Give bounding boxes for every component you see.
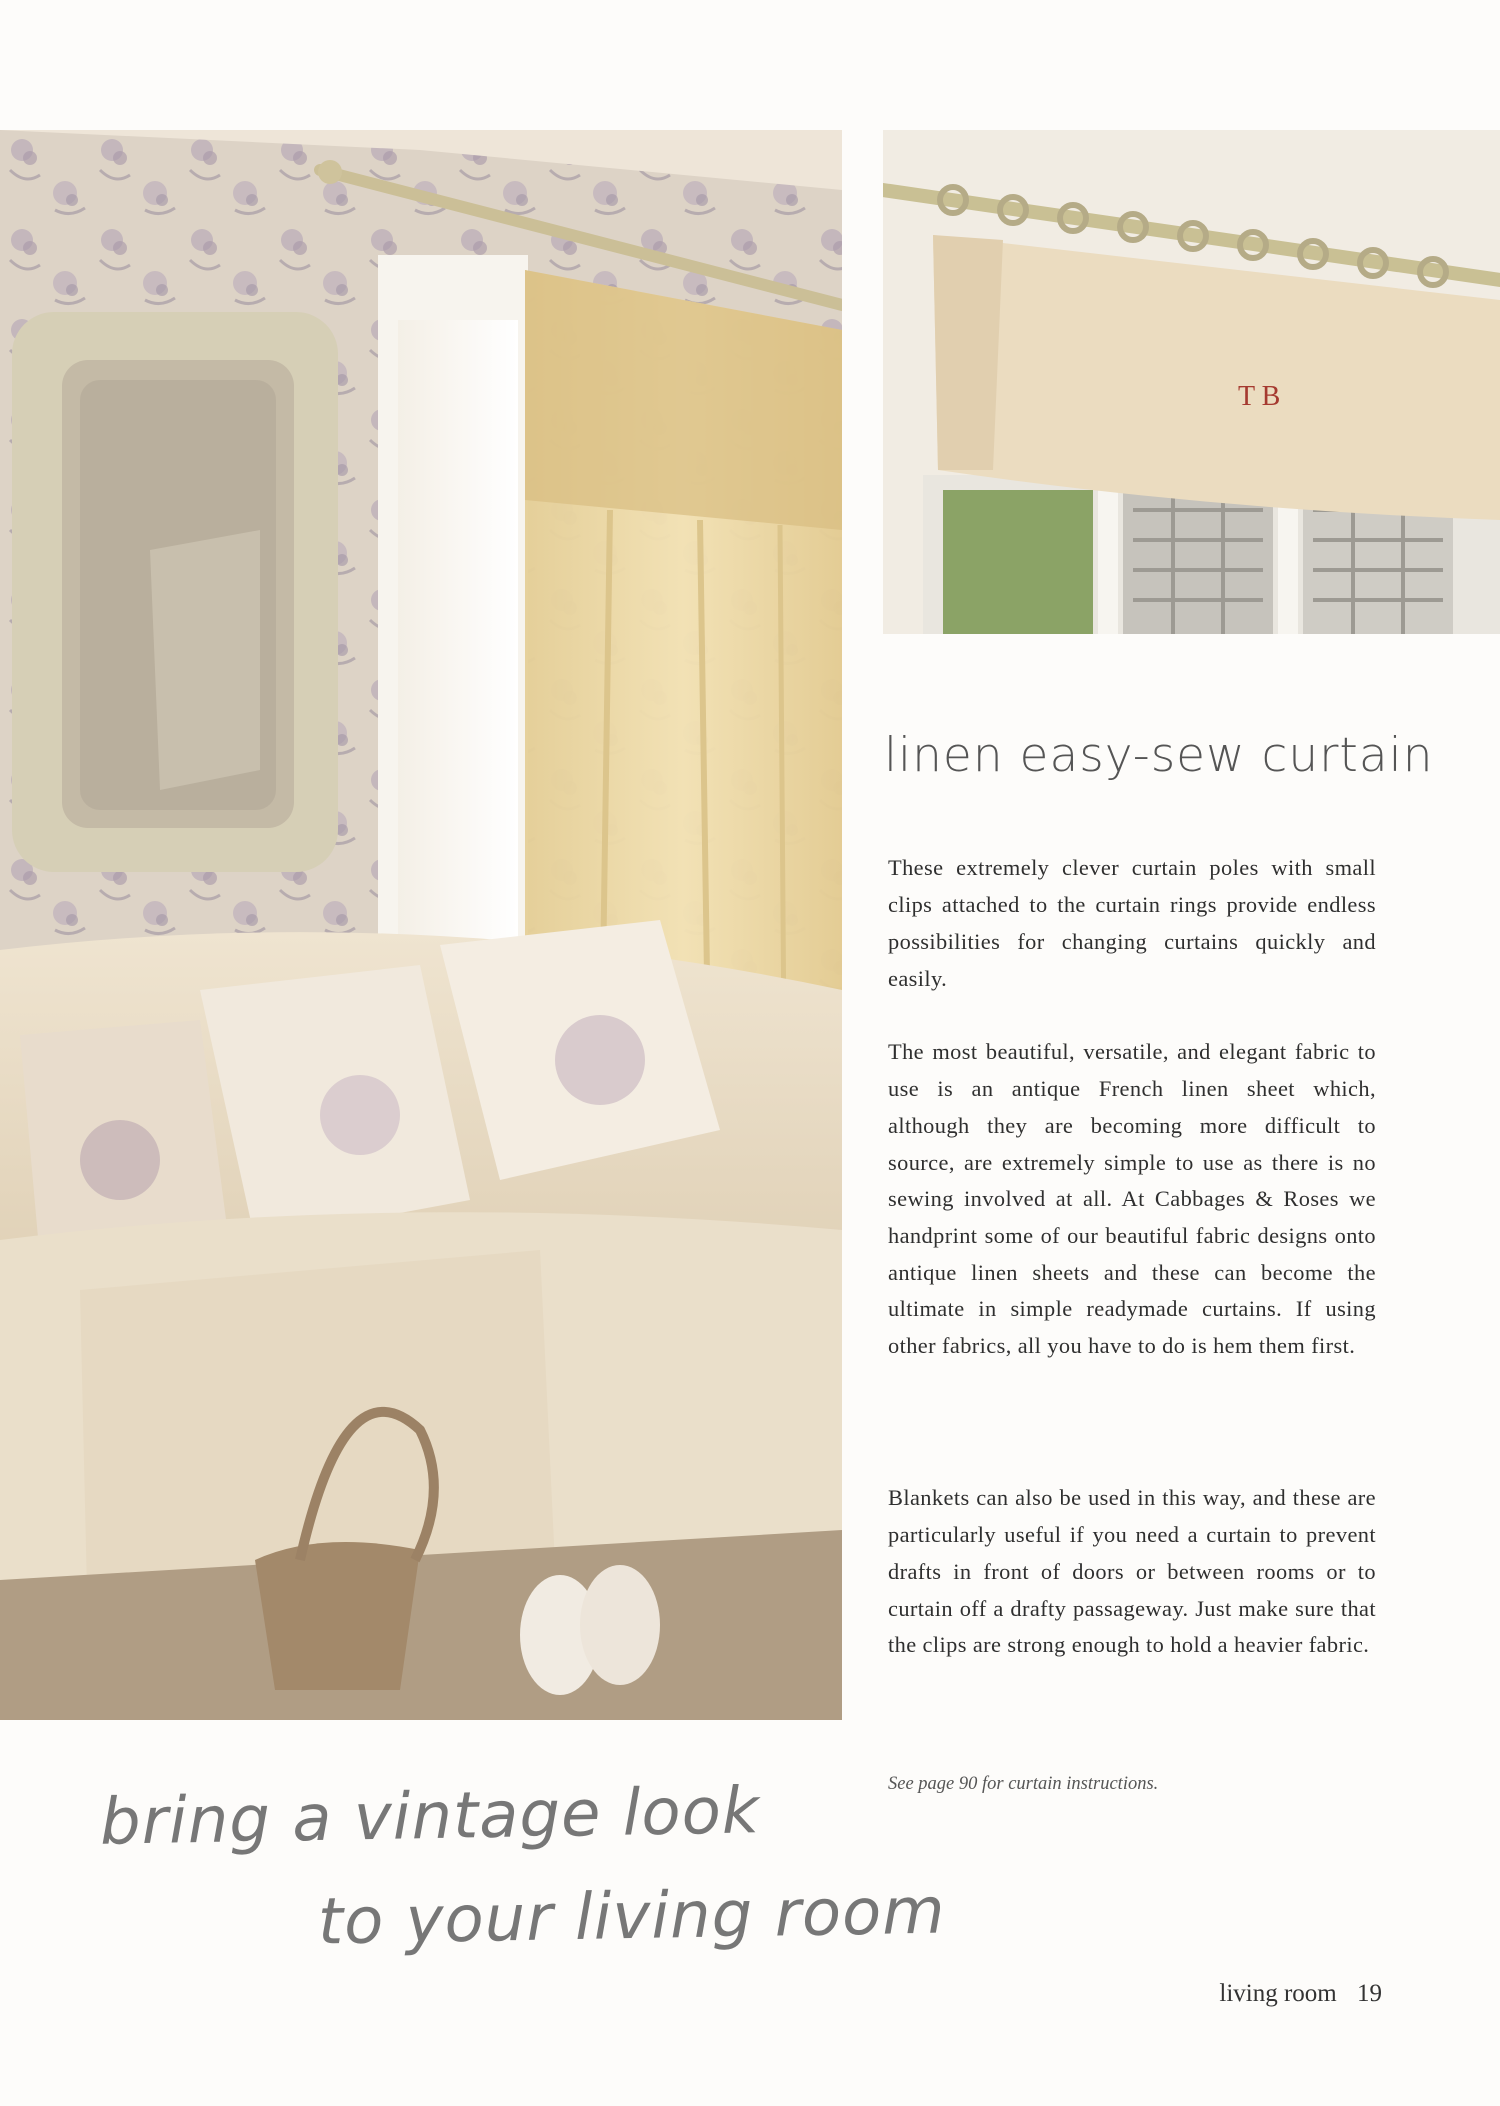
caption-line-1: bring a vintage look — [99, 1774, 761, 1860]
instructions-note: See page 90 for curtain instructions. — [888, 1774, 1159, 1794]
article-paragraph-1: These extremely clever curtain poles with small clips attached to the curtain rings provide endless possibilities for changing curtains quickly and easily. — [888, 855, 1376, 991]
page-footer — [1219, 1980, 1382, 2008]
monogram-text: T B — [1238, 381, 1281, 412]
section-name: living room — [1219, 1980, 1337, 2007]
article-paragraph-2: The most beautiful, versatile, and elegant fabric to use is an antique French linen sheet which, although they are becoming more difficult to source, are extremely simple to use as there is no sewing involved at all. At Cabbages & Roses we handprint some of our beautiful fabric designs onto antique linen sheets and these can become the ultimate in simple readymade curtains. If using other fabrics, all you have to do is hem them first. — [888, 1039, 1376, 1359]
caption-line-2: to your living room — [317, 1874, 947, 1960]
page-number: 19 — [1357, 1980, 1382, 2007]
curtain-clips-photo — [883, 130, 1500, 634]
living-room-photo — [0, 130, 842, 1720]
article-paragraph-3: Blankets can also be used in this way, and these are particularly useful if you need a curtain to prevent drafts in front of doors or between rooms or to curtain off a drafty passageway. Just make sure that the clips are strong enough to hold a heavier fabric. — [888, 1485, 1376, 1658]
article-heading: linen easy-sew curtain — [884, 728, 1434, 783]
